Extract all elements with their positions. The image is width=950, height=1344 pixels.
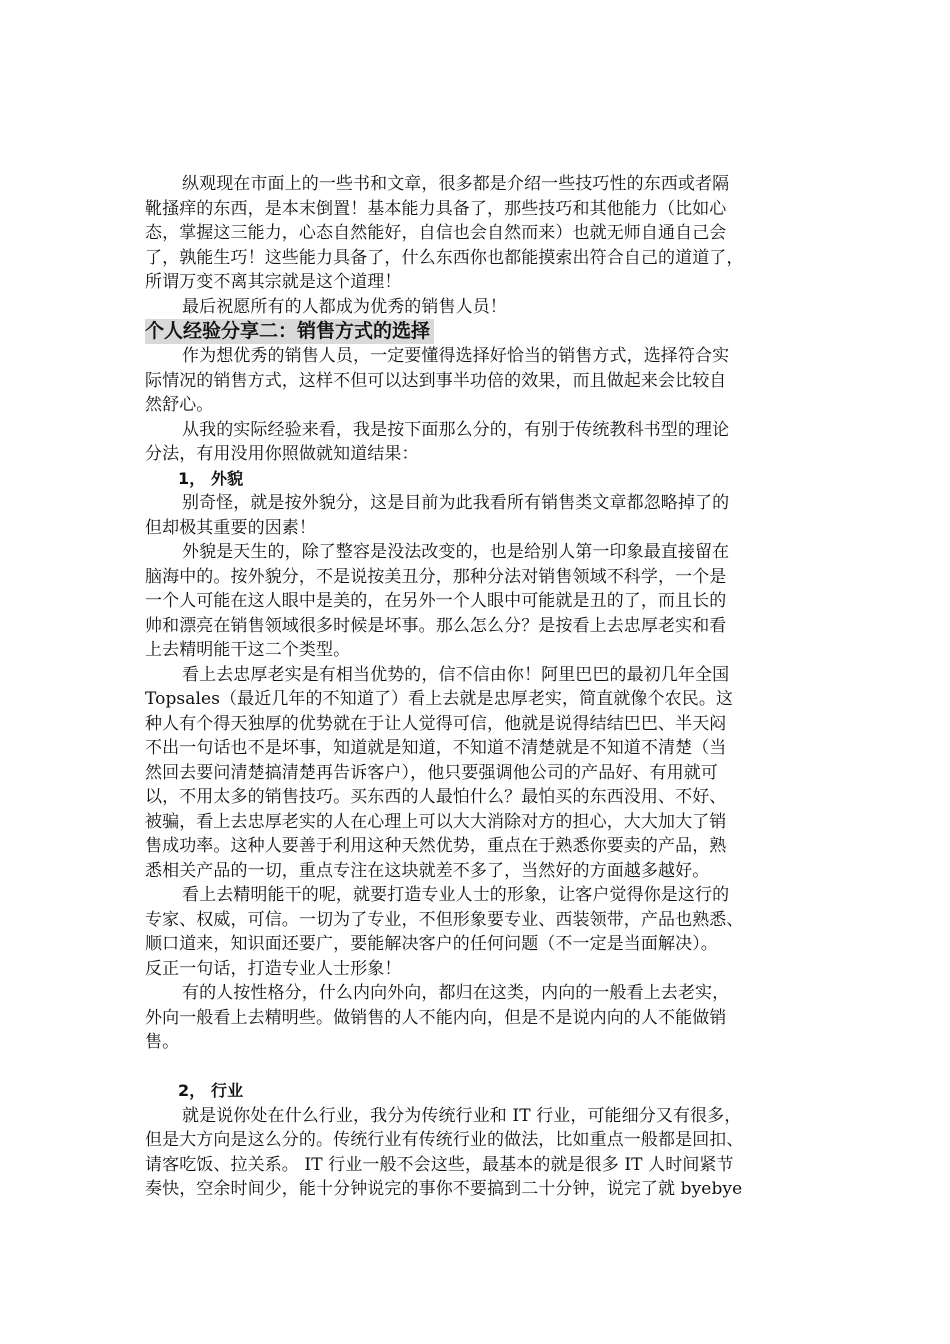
text-line: 请客吃饭、拉关系。 IT 行业一般不会这些，最基本的就是很多 IT 人时间紧节 bbox=[145, 1154, 734, 1175]
text-line: 看上去精明能干的呢，就要打造专业人士的形象，让客户觉得你是这行的 bbox=[182, 885, 730, 905]
blank-line bbox=[145, 1055, 807, 1080]
text-line: 售成功率。这种人要善于利用这种天然优势，重点在于熟悉你要卖的产品，熟 bbox=[145, 836, 727, 856]
text-line: 外貌是天生的，除了整容是没法改变的，也是给别人第一印象最直接留在 bbox=[182, 542, 730, 562]
text-line: 外向一般看上去精明些。做销售的人不能内向，但是不是说内向的人不能做销 bbox=[145, 1007, 727, 1028]
text-line: 别奇怪，就是按外貌分，这是目前为此我看所有销售类文章都忽略掉了的 bbox=[182, 493, 730, 513]
text-line: 但是大方向是这么分的。传统行业有传统行业的做法，比如重点一般都是回扣、 bbox=[145, 1130, 744, 1150]
text-line: 际情况的销售方式，这样不但可以达到事半功倍的效果，而且做起来会比较自 bbox=[145, 370, 727, 391]
paragraph-5 bbox=[145, 663, 807, 884]
paragraph-6 bbox=[145, 883, 807, 981]
text-line: 反正一句话，打造专业人士形象！ bbox=[145, 958, 402, 979]
text-line: 脑海中的。按外貌分，不是说按美丑分，那种分法对销售领域不科学，一个是 bbox=[145, 566, 727, 587]
text-line: 作为想优秀的销售人员，一定要懂得选择好恰当的销售方式，选择符合实 bbox=[182, 346, 730, 366]
text-line: 专家、权威，可信。一切为了专业，不但形象要专业、西装领带，产品也熟悉、 bbox=[145, 909, 744, 930]
text-line: 然舒心。 bbox=[145, 395, 214, 415]
text-line: 售。 bbox=[145, 1032, 180, 1052]
document-page bbox=[145, 172, 807, 1202]
text-line: 一个人可能在这人眼中是美的，在另外一个人眼中可能就是丑的了，而且长的 bbox=[145, 591, 727, 611]
text-line: 看上去忠厚老实是有相当优势的，信不信由你！阿里巴巴的最初几年全国 bbox=[182, 664, 730, 685]
closing-wish: 最后祝愿所有的人都成为优秀的销售人员！ bbox=[182, 296, 507, 317]
paragraph-2 bbox=[145, 418, 807, 467]
paragraph-8 bbox=[145, 1104, 807, 1202]
paragraph-1 bbox=[145, 344, 807, 418]
text-line: 帅和漂亮在销售领域很多时候是坏事。那么怎么分？是按看上去忠厚老实和看 bbox=[145, 615, 727, 636]
paragraph-4 bbox=[145, 540, 807, 663]
text-line: 纵观现在市面上的一些书和文章，很多都是介绍一些技巧性的东西或者隔 bbox=[182, 174, 730, 194]
text-line: 悉相关产品的一切，重点专注在这块就差不多了，当然好的方面越多越好。 bbox=[145, 860, 710, 881]
text-line: 种人有个得天独厚的优势就在于让人觉得可信，他就是说得结结巴巴、半天闷 bbox=[145, 713, 727, 734]
list-item-industry: 2， 行业 bbox=[178, 1081, 244, 1100]
text-line: 就是说你处在什么行业，我分为传统行业和 IT 行业，可能细分又有很多， bbox=[182, 1105, 742, 1126]
text-line: 所谓万变不离其宗就是这个道理！ bbox=[145, 272, 402, 292]
text-line: 不出一句话也不是坏事，知道就是知道，不知道不清楚就是不知道不清楚（当 bbox=[145, 738, 727, 758]
text-line: 有的人按性格分，什么内向外向，都归在这类，内向的一般看上去老实， bbox=[182, 983, 730, 1003]
text-line: 然回去要问清楚搞清楚再告诉客户），他只要强调他公司的产品好、有用就可 bbox=[145, 762, 718, 783]
text-line: 分法，有用没用你照做就知道结果： bbox=[145, 444, 419, 464]
text-line: 但却极其重要的因素！ bbox=[145, 517, 316, 538]
paragraph-3 bbox=[145, 491, 807, 540]
intro-paragraph bbox=[145, 172, 807, 295]
text-line: 奏快，空余时间少，能十分钟说完的事你不要搞到二十分钟，说完了就 byebye bbox=[145, 1179, 743, 1199]
text-line: 了，孰能生巧！这些能力具备了，什么东西你也都能摸索出符合自己的道道了， bbox=[145, 247, 744, 268]
paragraph-7 bbox=[145, 981, 807, 1055]
text-line: 上去精明能干这二个类型。 bbox=[145, 640, 351, 660]
section-heading: 个人经验分享二：销售方式的选择 bbox=[145, 319, 434, 344]
list-item-appearance: 1， 外貌 bbox=[178, 468, 244, 488]
text-line: Topsales（最近几年的不知道了）看上去就是忠厚老实，简直就像个农民。这 bbox=[145, 689, 734, 709]
text-line: 态，掌握这三能力，心态自然能好，自信也会自然而来）也就无师自通自己会 bbox=[145, 223, 727, 243]
text-line: 从我的实际经验来看，我是按下面那么分的，有别于传统教科书型的理论 bbox=[182, 419, 730, 440]
text-line: 顺口道来，知识面还要广，要能解决客户的任何问题（不一定是当面解决）。 bbox=[145, 934, 718, 954]
text-line: 靴搔痒的东西，是本末倒置！基本能力具备了，那些技巧和其他能力（比如心 bbox=[145, 198, 727, 219]
text-line: 以，不用太多的销售技巧。买东西的人最怕什么？最怕买的东西没用、不好、 bbox=[145, 787, 727, 807]
text-line: 被骗，看上去忠厚老实的人在心理上可以大大消除对方的担心，大大加大了销 bbox=[145, 811, 727, 832]
